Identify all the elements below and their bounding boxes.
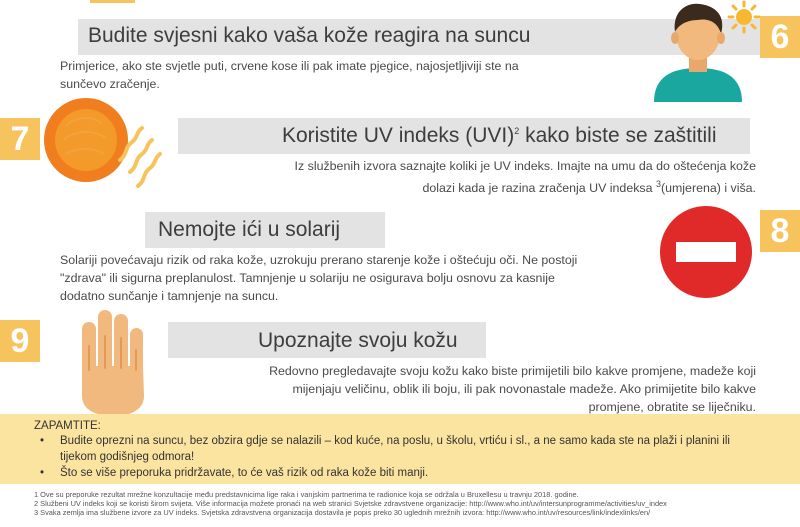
section-8-title: Nemojte ići u solarij — [158, 218, 341, 241]
remember-item: • Budite oprezni na suncu, bez obzira gdje se nalazili – kod kuće, na poslu, u školu, vrtiću i sl., a ne samo kada ste na plaži i planini ili tijekom godišnjeg odmora! — [34, 433, 754, 465]
section-9-title: Upoznajte svoju kožu — [258, 329, 458, 352]
section-7-title — [282, 124, 717, 148]
section-7-title-main: Koristite UV indeks (UVI) — [282, 124, 515, 147]
section-7-line-part: dolazi kada je razina zračenja UV indeksa — [422, 181, 656, 196]
hand-icon — [68, 306, 158, 416]
section-7-line: Iz službenih izvora saznajte koliki je UV indeks. Imajte na umu da do oštećenja kože — [294, 159, 756, 173]
footnote-3: 3 Svaka zemlja ima službene izvore za UV indeks. Svjetska zdravstvena organizacija dostavila je popis preko 30 uglednih mrežnih izvora: http://www.who.int/uv/resources/link/indexlinks/en/ — [34, 508, 651, 517]
small-sun-icon — [725, 0, 763, 34]
section-8-text — [60, 251, 660, 305]
section-7-text — [180, 157, 756, 197]
section-9-line: mijenjaju veličinu, oblik ili boju, ili pak novonastale madeže. Ako primijetite bilo kakve — [292, 382, 756, 396]
remember-item: • Što se više preporuka pridržavate, to će vaš rizik od raka kože biti manji. — [34, 465, 754, 481]
section-8-number: 8 — [760, 210, 800, 252]
section-7-line — [180, 175, 756, 197]
remember-box — [0, 414, 800, 484]
footnote-2: 2 Službeni UV indeks koji se koristi širom svijeta. Više informacija možete pronaći na web stranici Svjetske zdravstvene organizacije: http://www.who.int/uv/intersunprogramme/activities/uv_index — [34, 499, 667, 508]
section-7-line-part: (umjerena) i viša. — [660, 181, 756, 196]
section-9-number: 9 — [0, 320, 40, 362]
section-6-line: sunčevo zračenje. — [60, 77, 160, 91]
section-6-line: Primjerice, ako ste svjetle puti, crvene kose ili pak imate pjegice, najosjetljiviji ste na — [60, 59, 519, 73]
section-9-text — [164, 362, 756, 416]
section-9-line: promjene, obratite se liječniku. — [588, 400, 756, 414]
footnote-1: 1 Ove su preporuke rezultat mrežne konzultacije među predstavnicima lige raka i vanjskim partnerima te radionice koja se održala u Bruxellesu u travnju 2018. godine. — [34, 490, 579, 499]
section-6-number: 6 — [760, 16, 800, 58]
section-8-line: "zdrava" ili sigurna preplanulost. Tamnjenje u solariju ne osigurava bolju osnovu za kasnije — [60, 271, 555, 285]
section-9-line: Redovno pregledavajte svoju kožu kako biste primijetili bilo kakve promjene, madeže koji — [269, 364, 756, 378]
section-8-line: dodatno sunčanje i tamnjenje na suncu. — [60, 289, 279, 303]
section-6-title: Budite svjesni kako vaša kože reagira na suncu — [88, 24, 531, 47]
stop-sign-icon — [658, 204, 754, 300]
section-7-title-tail: kako biste se zaštitili — [519, 124, 717, 147]
footnote-ref-2: 2 — [514, 126, 520, 136]
footnote-ref-3: 3 — [655, 179, 661, 189]
remember-heading: ZAPAMTITE: — [34, 420, 101, 432]
section-6-text — [60, 57, 620, 93]
section-7-number: 7 — [0, 118, 40, 160]
top-accent — [90, 0, 135, 3]
sun-icon — [40, 98, 180, 200]
section-8-line: Solariji povećavaju rizik od raka kože, uzrokuju prerano starenje kože i oštećuju oči. Ne postoji — [60, 253, 578, 267]
footnotes — [34, 490, 667, 517]
remember-list — [34, 433, 754, 481]
